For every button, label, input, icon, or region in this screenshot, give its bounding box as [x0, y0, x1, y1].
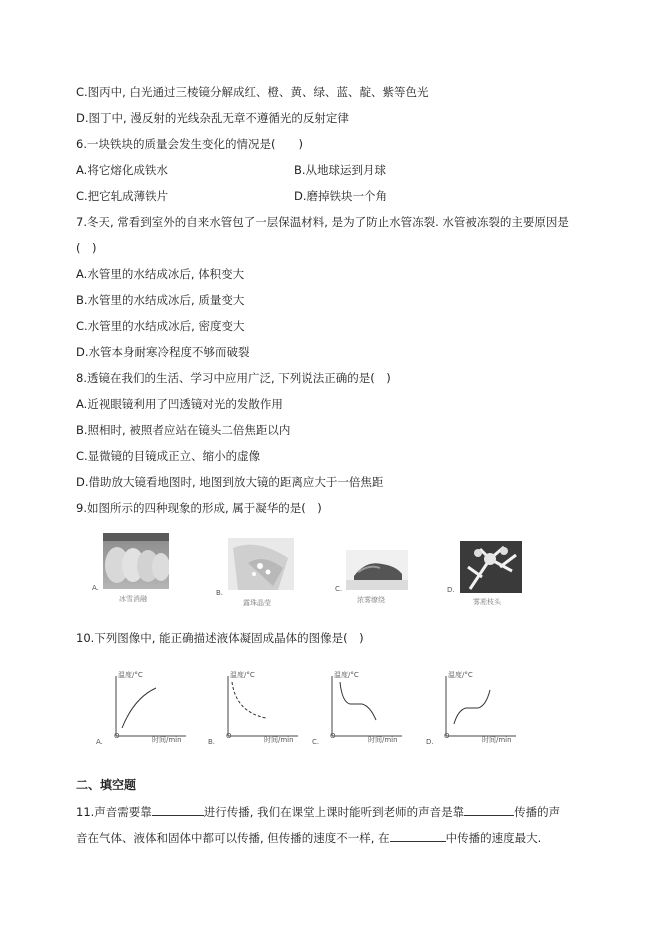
q11-text-4: 音在气体、液体和固体中都可以传播, 但传播的速度不一样, 在: [76, 831, 390, 845]
q10-graph-b-xlabel: 时间/min: [264, 736, 294, 744]
q10-graph-a-ylabel: 温度/°C: [118, 671, 143, 679]
q8-stem: 8.透镜在我们的生活、学习中应用广泛, 下列说法正确的是( ): [76, 371, 391, 385]
q8-option-a: A.近视眼镜利用了凹透镜对光的发散作用: [76, 397, 283, 411]
q7-option-a: A.水管里的水结成冰后, 体积变大: [76, 267, 245, 281]
ice-melting-photo: [103, 533, 169, 589]
q8-option-d: D.借助放大镜看地图时, 地图到放大镜的距离应大于一倍焦距: [76, 475, 384, 489]
q6-option-a: A.将它熔化成铁水: [76, 163, 168, 177]
q11-text-2: 进行传播, 我们在课堂上课时能听到老师的声音是靠: [203, 805, 465, 819]
q10-graph-a-origin: O: [114, 732, 120, 740]
q9-letter-d: D.: [447, 586, 455, 594]
q10-stem: 10.下列图像中, 能正确描述液体凝固成晶体的图像是( ): [76, 631, 364, 645]
q11-blank-2[interactable]: [464, 804, 514, 816]
q8-option-b: B.照相时, 被照者应站在镜头二倍焦距以内: [76, 423, 291, 437]
q9-caption-b: 露珠晶莹: [243, 599, 271, 607]
q9-caption-a: 冰雪消融: [119, 595, 147, 603]
q11-text-5: 中传播的速度最大.: [445, 831, 542, 845]
q10-graph-a-letter: A.: [96, 738, 103, 746]
q10-graph-d-ylabel: 温度/°C: [448, 671, 473, 679]
q11-blank-1[interactable]: [152, 804, 204, 816]
q9-stem: 9.如图所示的四种现象的形成, 属于凝华的是( ): [76, 501, 322, 515]
q8-option-c: C.显微镜的目镜成正立、缩小的虚像: [76, 449, 261, 463]
q9-letter-a: A.: [92, 584, 99, 592]
q11-blank-3[interactable]: [390, 830, 446, 842]
q5-option-c: C.图丙中, 白光通过三棱镜分解成红、橙、黄、绿、蓝、靛、紫等色光: [76, 85, 429, 99]
q10-graph-b-origin: O: [226, 732, 232, 740]
q6-stem: 6.一块铁块的质量会发生变化的情况是( ): [76, 137, 303, 151]
q7-option-d: D.水管本身耐寒冷程度不够而破裂: [76, 345, 250, 359]
fog-photo: [346, 550, 408, 590]
q11-line-1: [76, 804, 560, 819]
q7-stem: 7.冬天, 常看到室外的自来水管包了一层保温材料, 是为了防止水管冻裂. 水管被冻裂的主要原因是: [76, 215, 569, 229]
q10-graph-b: [206, 668, 306, 752]
q10-graph-b-letter: B.: [208, 738, 216, 746]
q9-caption-d: 雾凇枝头: [473, 598, 501, 606]
q6-option-b: B.从地球运到月球: [294, 163, 387, 177]
q10-graph-c-origin: O: [330, 732, 336, 740]
q10-graph-d-xlabel: 时间/min: [482, 736, 512, 744]
q10-graph-d-origin: O: [444, 732, 450, 740]
q10-graph-c-letter: C.: [312, 738, 320, 746]
q10-graph-c: [310, 668, 410, 752]
q10-graph-a-xlabel: 时间/min: [152, 736, 182, 744]
q6-option-c: C.把它轧成薄铁片: [76, 189, 169, 203]
q10-graph-d: [424, 668, 524, 752]
q11-text-3: 传播的声: [514, 805, 561, 819]
q7-option-c: C.水管里的水结成冰后, 密度变大: [76, 319, 245, 333]
q9-letter-c: C.: [335, 585, 343, 593]
q7-option-b: B.水管里的水结成冰后, 质量变大: [76, 293, 245, 307]
rime-branch-photo: [460, 541, 522, 593]
q9-letter-b: B.: [216, 589, 224, 597]
q10-graph-b-ylabel: 温度/°C: [230, 671, 255, 679]
q11-text-1: 11.声音需要靠: [76, 805, 152, 819]
q11-line-2: [76, 830, 541, 845]
q5-option-d: D.图丁中, 漫反射的光线杂乱无章不遵循光的反射定律: [76, 111, 349, 125]
q10-graph-c-ylabel: 温度/°C: [334, 671, 359, 679]
q9-caption-c: 浓雾缭绕: [357, 596, 385, 604]
q10-graph-a: [94, 668, 194, 752]
q6-option-d: D.磨掉铁块一个角: [294, 189, 388, 203]
section-heading-fill-blank: 二、填空题: [76, 778, 137, 792]
dew-drops-photo: [228, 538, 294, 590]
q10-graph-c-xlabel: 时间/min: [368, 736, 398, 744]
q7-paren: ( ): [76, 241, 97, 255]
q10-graph-d-letter: D.: [426, 738, 434, 746]
